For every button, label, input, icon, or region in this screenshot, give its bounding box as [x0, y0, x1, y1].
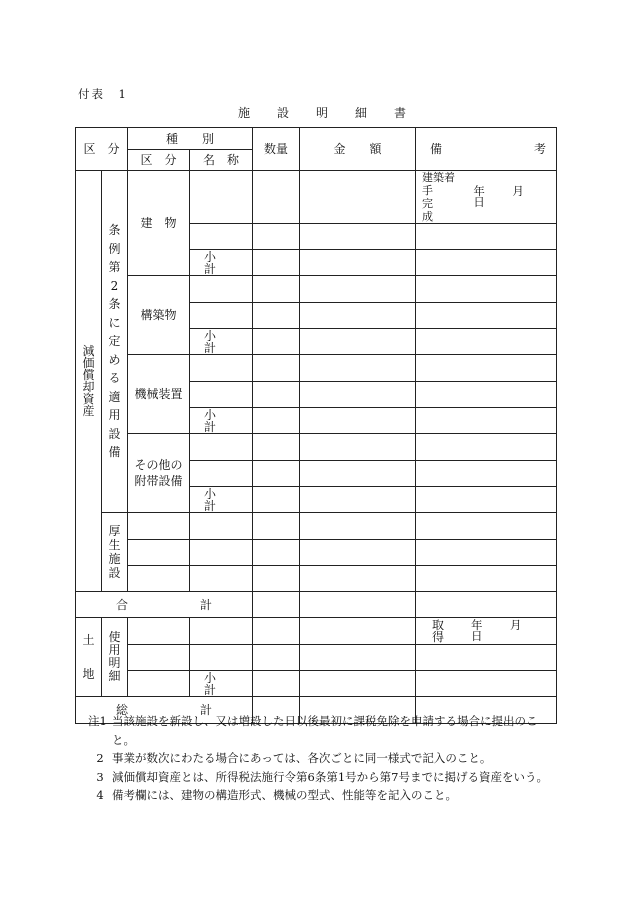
page-title: 施設明細書: [238, 106, 434, 120]
note-number: 4: [96, 788, 104, 802]
welfare-label: [102, 513, 128, 592]
acquisition-date-ymd: 年 月 日: [470, 617, 549, 643]
total-label: 合 計: [76, 592, 253, 618]
completion-label: 完 成: [422, 197, 456, 223]
header-quantity: 数量: [253, 128, 300, 171]
subtotal-label: 小 計: [204, 486, 241, 513]
land-text: 土地: [82, 633, 95, 681]
subtotal-label: 小 計: [204, 328, 241, 355]
subtotal-other: [190, 487, 253, 513]
note-text: 当該施設を新設し、又は増設した日以後最初に課税免除を申請する場合に提出のこと。: [112, 714, 538, 747]
header-shubetsu: 種 別: [128, 128, 253, 150]
subtotal-building: [190, 250, 253, 276]
note-number: 3: [96, 769, 104, 784]
depreciable-assets-label: [76, 171, 102, 592]
header-sub-meisho: 名 称: [190, 150, 253, 171]
construction-start-label: 建築着手: [422, 171, 456, 197]
header-remarks: [416, 128, 557, 171]
header-amount: 金 額: [300, 128, 416, 171]
category-structure: 構築物: [128, 276, 190, 355]
header-sub-kubun: 区 分: [128, 150, 190, 171]
header-remarks-right: 考: [534, 142, 547, 156]
note-item: [88, 712, 558, 749]
note-number: 注1: [88, 714, 107, 728]
note-item: [88, 749, 558, 768]
subtotal-label: 小 計: [204, 249, 241, 276]
subtotal-structure: [190, 329, 253, 355]
header-kubun: 区 分: [76, 128, 128, 171]
category-other: [128, 434, 190, 513]
depreciable-assets-text: 減価償却資産: [82, 344, 95, 418]
note-number: 2: [96, 751, 104, 765]
category-other-line1: その他の: [134, 458, 183, 472]
note-text: 減価償却資産とは、所得税法施行令第6条第1号から第7号までに掲げる資産をいう。: [112, 769, 548, 784]
facility-detail-table: [75, 127, 557, 724]
welfare-text: 厚生施設: [108, 524, 121, 580]
subtotal-label: 小 計: [204, 670, 241, 697]
note-item: [88, 768, 558, 787]
article-text: 条例第2条に定める適用設備: [108, 223, 121, 460]
category-machinery: 機械装置: [128, 355, 190, 434]
subtotal-machinery: [190, 408, 253, 434]
category-building: 建 物: [128, 171, 190, 276]
land-label: [76, 618, 102, 697]
construction-date-ymd: 年 月 日: [473, 183, 552, 209]
subtotal-land: [190, 671, 253, 697]
subtotal-label: 小 計: [204, 407, 241, 434]
acquisition-label: 取得: [432, 618, 445, 644]
construction-dates: [416, 171, 557, 224]
note-item: [88, 786, 558, 805]
header-remarks-left: 備: [430, 142, 443, 156]
usage-text: 使用明細: [108, 630, 121, 683]
notes: [88, 712, 558, 805]
article-label: [102, 171, 128, 513]
attachment-label: 付表 1: [78, 87, 128, 101]
note-text: 事業が数次にわたる場合にあっては、各次ごとに同一様式で記入のこと。: [112, 751, 492, 765]
acquisition-date: [416, 618, 557, 645]
usage-label: [102, 618, 128, 697]
note-text: 備考欄には、建物の構造形式、機械の型式、性能等を記入のこと。: [112, 788, 457, 802]
category-other-line2: 附帯設備: [134, 474, 183, 488]
grand-total-label: 総 計: [76, 697, 253, 724]
